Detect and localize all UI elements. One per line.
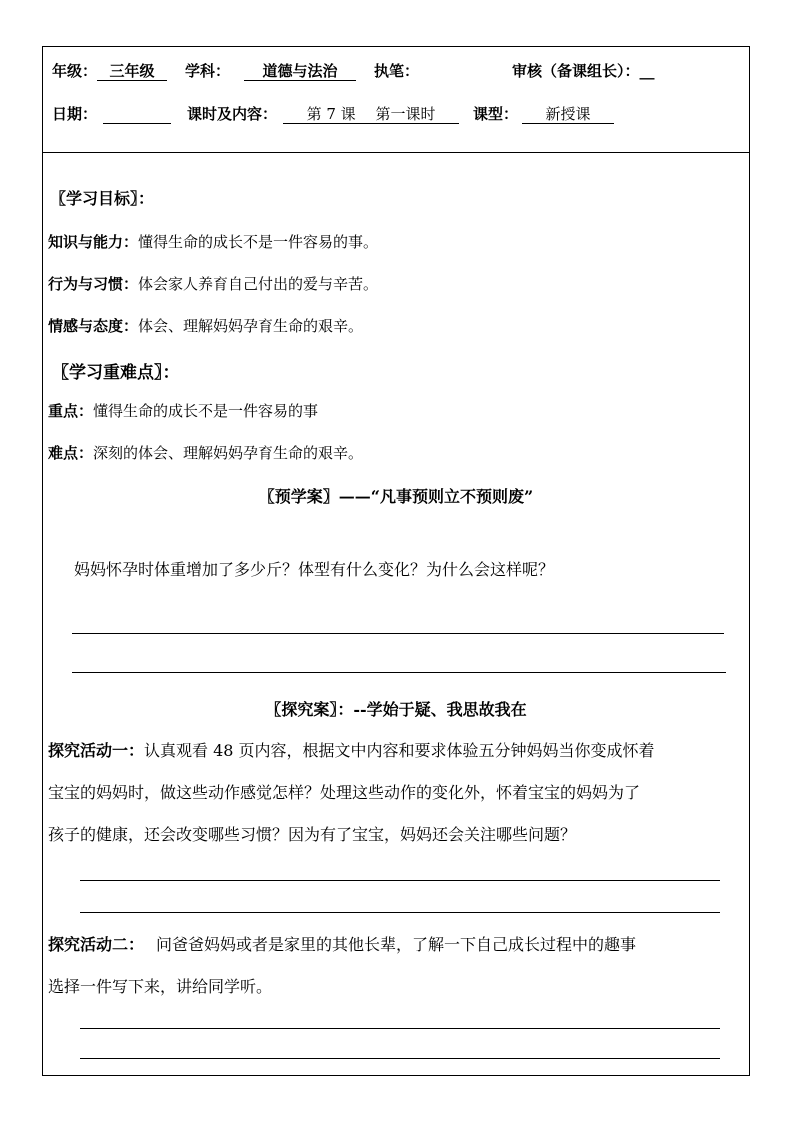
header-divider bbox=[42, 152, 750, 153]
review-field bbox=[512, 60, 655, 81]
focus-label: 重点： bbox=[48, 402, 94, 420]
answer-line[interactable] bbox=[72, 633, 724, 634]
goal-emotion bbox=[48, 315, 363, 336]
goal-behavior bbox=[48, 273, 378, 294]
header-row-1 bbox=[52, 60, 419, 81]
review-label: 审核（备课组长）： bbox=[512, 62, 640, 80]
difficulty-point bbox=[48, 442, 363, 463]
goal-text: 体会家人养育自己付出的爱与辛苦。 bbox=[138, 275, 379, 293]
goal-knowledge bbox=[48, 231, 378, 252]
date-label: 日期： bbox=[52, 105, 98, 123]
answer-line[interactable] bbox=[80, 880, 720, 881]
author-label: 执笔： bbox=[374, 62, 420, 80]
activity1-line-1 bbox=[48, 738, 655, 761]
difficulty-text: 深刻的体会、理解妈妈孕育生命的艰辛。 bbox=[93, 444, 364, 462]
lesson-value: 第 7 课 第一课时 bbox=[283, 105, 459, 124]
lesson-label: 课时及内容： bbox=[187, 105, 278, 123]
focus-point bbox=[48, 400, 318, 421]
goal-text: 懂得生命的成长不是一件容易的事。 bbox=[138, 233, 379, 251]
grade-label: 年级： bbox=[52, 62, 98, 80]
activity1-line-2: 宝宝的妈妈时，做这些动作感觉怎样？处理这些动作的变化外，怀着宝宝的妈妈为了 bbox=[48, 783, 641, 802]
activity1-text: 认真观看 48 页内容，根据文中内容和要求体验五分钟妈妈当你变成怀着 bbox=[144, 741, 655, 760]
answer-line[interactable] bbox=[72, 672, 726, 673]
difficulty-label: 难点： bbox=[48, 444, 94, 462]
focus-text: 懂得生命的成长不是一件容易的事 bbox=[93, 402, 319, 420]
activity2-line-1 bbox=[48, 932, 636, 955]
keypoints-title: 〖学习重难点〗： bbox=[52, 363, 180, 383]
activity2-label: 探究活动二： bbox=[48, 935, 145, 954]
goal-label: 行为与习惯： bbox=[48, 275, 139, 293]
explore-title: 〖探究案〗：--学始于疑、我思故我在 bbox=[265, 700, 527, 719]
activity2-text: 问爸爸妈妈或者是家里的其他长辈，了解一下自己成长过程中的趣事 bbox=[156, 935, 637, 954]
preview-question: 妈妈怀孕时体重增加了多少斤？体型有什么变化？为什么会这样呢？ bbox=[74, 560, 555, 579]
type-label: 课型： bbox=[473, 105, 519, 123]
goal-label: 情感与态度： bbox=[48, 317, 139, 335]
review-value: __ bbox=[639, 62, 655, 80]
subject-value: 道德与法治 bbox=[244, 62, 356, 81]
goal-text: 体会、理解妈妈孕育生命的艰辛。 bbox=[138, 317, 364, 335]
date-value bbox=[103, 105, 171, 124]
subject-label: 学科： bbox=[185, 62, 231, 80]
type-value: 新授课 bbox=[522, 105, 614, 124]
grade-value: 三年级 bbox=[97, 62, 167, 81]
activity1-label: 探究活动一： bbox=[48, 741, 145, 760]
activity1-line-3: 孩子的健康，还会改变哪些习惯？因为有了宝宝，妈妈还会关注哪些问题？ bbox=[48, 825, 577, 844]
answer-line[interactable] bbox=[80, 1058, 720, 1059]
goal-label: 知识与能力： bbox=[48, 233, 139, 251]
activity2-line-2: 选择一件写下来，讲给同学听。 bbox=[48, 977, 273, 996]
answer-line[interactable] bbox=[80, 1028, 720, 1029]
answer-line[interactable] bbox=[80, 912, 720, 913]
preview-title: 〖预学案〗——“凡事预则立不预则废” bbox=[258, 487, 534, 506]
header-row-2 bbox=[52, 103, 614, 124]
goals-title: 〖学习目标〗： bbox=[50, 189, 155, 208]
